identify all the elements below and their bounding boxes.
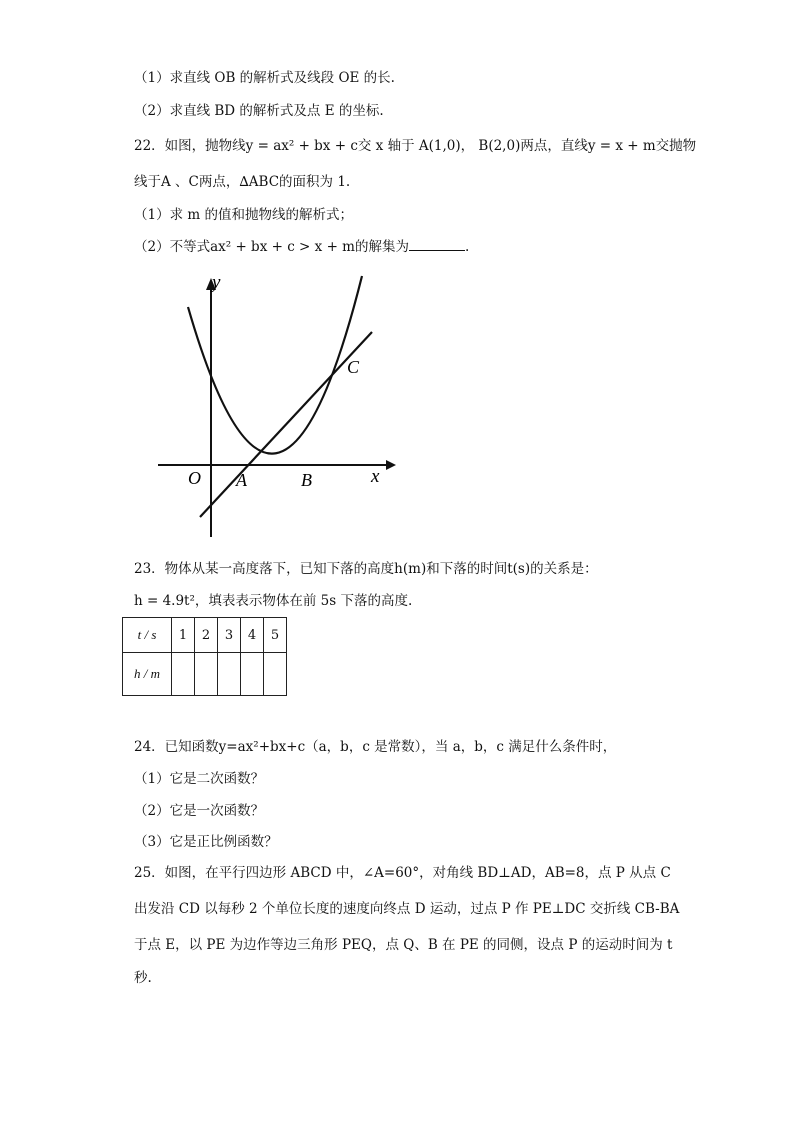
- x-axis-arrow: [386, 460, 396, 470]
- point-a-label: A: [236, 470, 247, 490]
- table-cell-h3: [218, 653, 241, 696]
- height-time-table: [122, 617, 287, 696]
- q23-line1: 23．物体从某一高度落下，已知下落的高度h(m)和下落的时间t(s)的关系是：: [134, 561, 598, 577]
- q24-part1: （1）它是二次函数？: [134, 771, 265, 787]
- table-row-height: [123, 653, 287, 696]
- table-cell-t1: 1: [172, 618, 195, 653]
- table-cell-h2: [195, 653, 218, 696]
- q22-line1: 22．如图，抛物线y = ax² + bx + c交 x 轴于 A(1,0)， B(2,0)两点，直线y = x + m交抛物: [134, 138, 697, 154]
- q24-line1: 24．已知函数y=ax²+bx+c（a，b，c 是常数），当 a，b，c 满足什么条件时，: [134, 739, 617, 755]
- q22-part2-text: （2）不等式ax² + bx + c > x + m的解集为: [134, 239, 409, 255]
- parabola-line-figure: [150, 272, 400, 537]
- table-row-time: [123, 618, 287, 653]
- q21-part1: （1）求直线 OB 的解析式及线段 OE 的长.: [134, 70, 395, 86]
- q22-part1: （1）求 m 的值和抛物线的解析式；: [134, 207, 353, 223]
- answer-blank: [409, 238, 465, 251]
- parabola-curve: [188, 276, 362, 454]
- y-axis-label: y: [212, 272, 221, 293]
- table-header-h: h / m: [123, 653, 172, 696]
- q21-part2: （2）求直线 BD 的解析式及点 E 的坐标.: [134, 103, 384, 119]
- q25-line2: 出发沿 CD 以每秒 2 个单位长度的速度向终点 D 运动，过点 P 作 PE⊥DC 交折线 CB-BA: [134, 901, 680, 917]
- q22-part2: [134, 235, 469, 255]
- x-axis-label: x: [371, 466, 380, 487]
- q22-part2-end: .: [464, 239, 470, 255]
- table-header-t: t / s: [123, 618, 172, 653]
- q25-line3: 于点 E，以 PE 为边作等边三角形 PEQ，点 Q、B 在 PE 的同侧，设点 P 的运动时间为 t: [134, 937, 673, 953]
- q22-line2: 线于A 、C两点，∆ABC的面积为 1.: [134, 174, 351, 190]
- table-cell-h5: [264, 653, 287, 696]
- table-cell-h1: [172, 653, 195, 696]
- q25-line1: 25．如图，在平行四边形 ABCD 中，∠A=60°，对角线 BD⊥AD，AB=8，点 P 从点 C: [134, 865, 671, 881]
- q24-part3: （3）它是正比例函数？: [134, 834, 278, 850]
- point-c-label: C: [347, 357, 360, 377]
- table-cell-t4: 4: [241, 618, 264, 653]
- q24-part2: （2）它是一次函数？: [134, 803, 265, 819]
- table-cell-t3: 3: [218, 618, 241, 653]
- q25-line4: 秒.: [134, 970, 152, 986]
- table-cell-t2: 2: [195, 618, 218, 653]
- table-cell-t5: 5: [264, 618, 287, 653]
- table-cell-h4: [241, 653, 264, 696]
- origin-label: O: [188, 468, 201, 488]
- point-b-label: B: [301, 470, 312, 490]
- q23-line2: h = 4.9t²，填表表示物体在前 5s 下落的高度.: [134, 593, 413, 609]
